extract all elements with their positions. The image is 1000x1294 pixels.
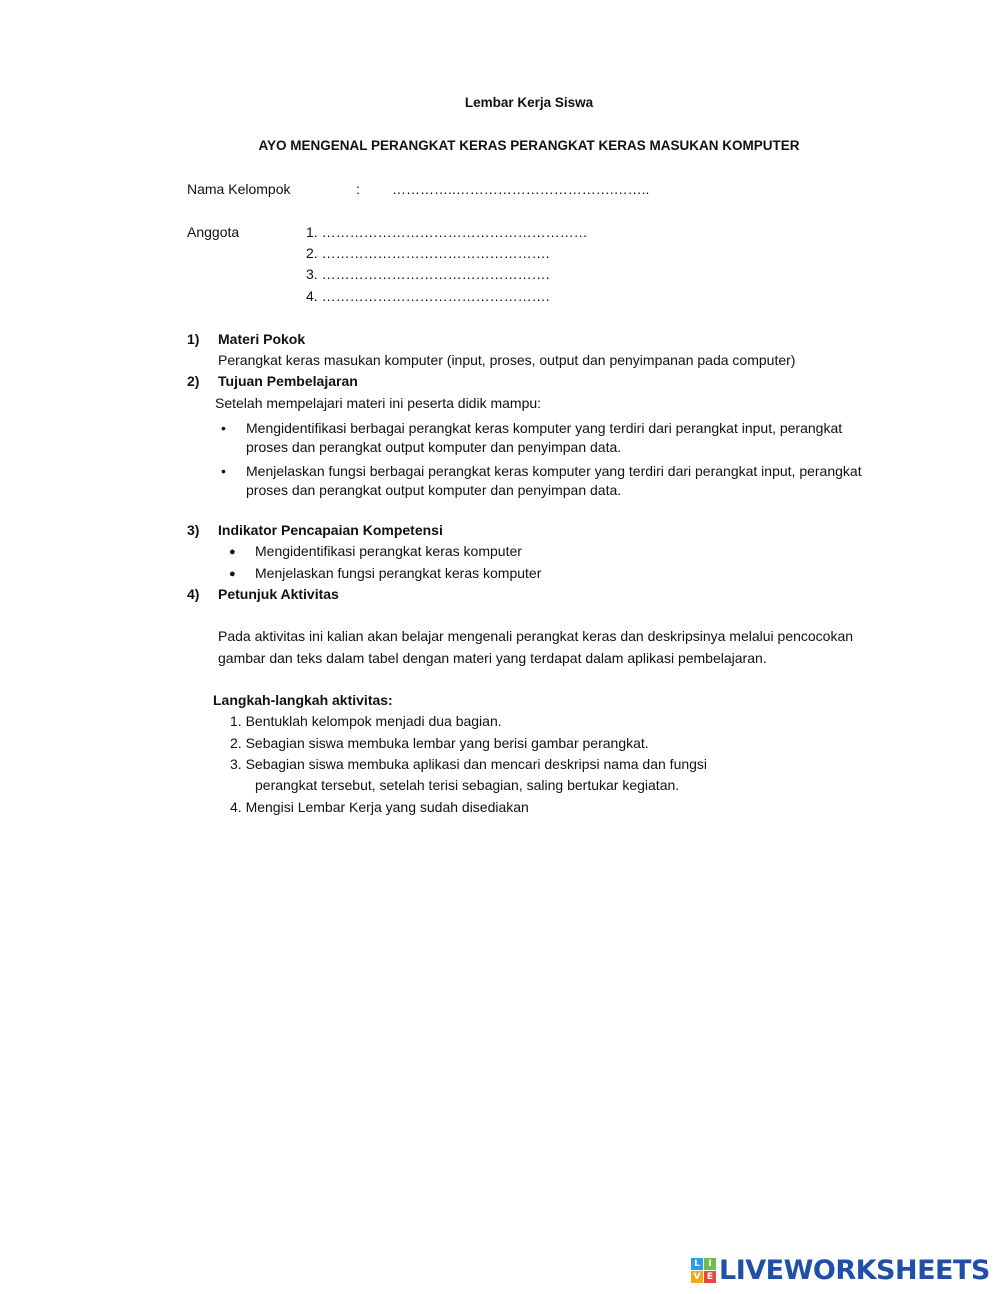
live-logo-icon [691, 1258, 716, 1283]
group-name-blank[interactable]: …………..…………………………….…….. [392, 181, 650, 197]
objective-1-line-1: Mengidentifikasi berbagai perangkat keras komputer yang terdiri dari perangkat input, perangkat [246, 420, 843, 436]
step-1: 1. Bentuklah kelompok menjadi dua bagian. [230, 713, 502, 729]
bullet-icon: • [221, 420, 226, 436]
section-2-heading: Tujuan Pembelajaran [218, 373, 358, 389]
activity-instructions-line-2: gambar dan teks dalam tabel dengan materi yang terdapat dalam aplikasi pembelajaran. [218, 650, 767, 666]
objective-2-line-2: proses dan perangkat output komputer dan penyimpan data. [246, 482, 622, 498]
indicator-1: Mengidentifikasi perangkat keras komputer [255, 543, 522, 559]
section-4-number: 4) [187, 586, 200, 602]
logo-tile-e: E [704, 1271, 716, 1283]
logo-tile-v: V [691, 1271, 703, 1283]
group-name-label: Nama Kelompok [187, 181, 291, 197]
member-line-1[interactable]: 1. ………………………………………………… [306, 224, 588, 240]
bullet-icon: ● [229, 568, 236, 580]
section-1-number: 1) [187, 331, 200, 347]
step-3: 3. Sebagian siswa membuka aplikasi dan mencari deskripsi nama dan fungsi [230, 756, 708, 772]
section-3-heading: Indikator Pencapaian Kompetensi [218, 522, 443, 538]
section-3-number: 3) [187, 522, 200, 538]
section-2-number: 2) [187, 373, 200, 389]
member-line-2[interactable]: 2. …………………………………………. [306, 245, 550, 261]
section-2-intro: Setelah mempelajari materi ini peserta didik mampu: [215, 395, 542, 411]
section-4-heading: Petunjuk Aktivitas [218, 586, 339, 602]
step-4: 4. Mengisi Lembar Kerja yang sudah disediakan [230, 799, 529, 815]
member-line-3[interactable]: 3. …………………………………………. [306, 266, 550, 282]
worksheet-subtitle: AYO MENGENAL PERANGKAT KERAS PERANGKAT KERAS MASUKAN KOMPUTER [258, 138, 800, 153]
bullet-icon: ● [229, 546, 236, 558]
section-1-text: Perangkat keras masukan komputer (input, proses, output dan penyimpanan pada computer) [218, 352, 796, 368]
step-2: 2. Sebagian siswa membuka lembar yang berisi gambar perangkat. [230, 735, 649, 751]
bullet-icon: • [221, 463, 226, 479]
indicator-2: Menjelaskan fungsi perangkat keras komputer [255, 565, 542, 581]
objective-2-line-1: Menjelaskan fungsi berbagai perangkat keras komputer yang terdiri dari perangkat input, perangkat [246, 463, 862, 479]
objective-1-line-2: proses dan perangkat output komputer dan penyimpan data. [246, 439, 622, 455]
activity-instructions-line-1: Pada aktivitas ini kalian akan belajar mengenali perangkat keras dan deskripsinya melalui pencocokan [218, 628, 854, 644]
worksheet-title: Lembar Kerja Siswa [464, 95, 594, 110]
group-name-colon: : [356, 181, 360, 197]
steps-heading: Langkah-langkah aktivitas: [213, 692, 393, 708]
logo-wordmark: LIVEWORKSHEETS [719, 1254, 990, 1286]
member-line-4[interactable]: 4. …………………………………………. [306, 288, 550, 304]
liveworksheets-logo [691, 1254, 990, 1286]
members-label: Anggota [187, 224, 240, 240]
logo-tile-i: I [704, 1258, 716, 1270]
section-1-heading: Materi Pokok [218, 331, 306, 347]
step-3-continued: perangkat tersebut, setelah terisi sebagian, saling bertukar kegiatan. [255, 777, 680, 793]
logo-tile-l: L [691, 1258, 703, 1270]
